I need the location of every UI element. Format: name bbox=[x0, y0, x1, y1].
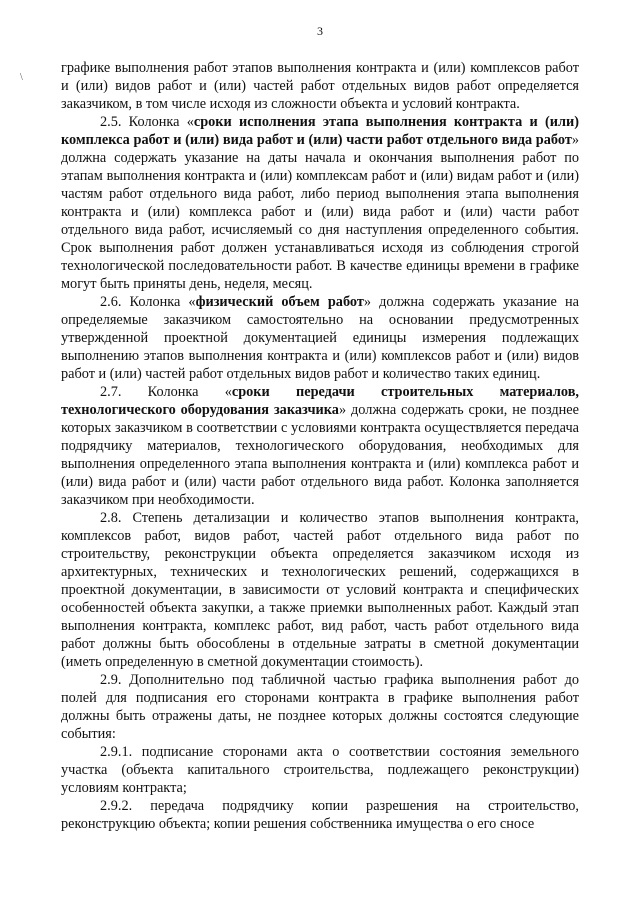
paragraph-p-2-9 bbox=[61, 671, 579, 743]
text-segment: 2.9.1. подписание сторонами акта о соответствии состояния земельного участка (объекта капитального строительства, подлежащего реконструкции) условиям контракта; bbox=[61, 744, 579, 796]
bold-text-segment: сроки передачи строительных материалов, технологического оборудования заказчика bbox=[61, 384, 579, 418]
text-segment: » должна содержать указание на даты начала и окончания выполнения работ по этапам выполнения контракта и (или) комплексам работ и (или) видам работ и (или) частям работ отдельного вида работ, либо период выполнения этапа выполнения контракта и (или) комплекса работ и (или) вида работ и (или) части работ отдельного вида работ, исчисляемый со дня наступления определенного события. Срок выполнения работ должен устанавливаться исходя из соблюдения строгой технологической последовательности работ. В качестве единицы времени в графике могут быть приняты день, неделя, месяц. bbox=[61, 132, 579, 292]
bold-text-segment: сроки исполнения этапа выполнения контракта и (или) комплекса работ и (или) вида работ и (или) части работ отдельного вида работ bbox=[61, 114, 579, 148]
text-segment: 2.9.2. передача подрядчику копии разрешения на строительство, реконструкцию объекта; копии решения собственника имущества о его сносе bbox=[61, 798, 579, 832]
text-segment: » должна содержать сроки, не позднее которых заказчиком в соответствии с условиями контракта осуществляется передача подрядчику материалов, технологического оборудования, необходимых для выполнения определенного этапа выполнения контракта и (или) комплекса работ и (или) вида работ и (или) части работ отдельного вида работ. Колонка заполняется заказчиком при необходимости. bbox=[61, 402, 579, 508]
text-segment: графике выполнения работ этапов выполнения контракта и (или) комплексов работ и (или) видов работ и (или) частей работ отдельных видов работ определяется заказчиком, в том числе исходя из сложности объекта и условий контракта. bbox=[61, 60, 579, 112]
paragraph-p-2-9-2 bbox=[61, 797, 579, 833]
text-segment: » должна содержать указание на определяемые заказчиком самостоятельно на основании предусмотренных утвержденной проектной документацией единицы измерения подлежащих выполнению этапов выполнения контракта и (или) комплексов работ и (или) видов работ и (или) частей работ отдельных видов работ и количество таких единиц. bbox=[61, 294, 579, 382]
paragraph-p-2-7 bbox=[61, 383, 579, 509]
text-segment: 2.6. Колонка « bbox=[100, 294, 196, 310]
text-segment: 2.5. Колонка « bbox=[100, 114, 194, 130]
document-body bbox=[61, 59, 579, 833]
paragraph-p-2-9-1 bbox=[61, 743, 579, 797]
paragraph-p-2-6 bbox=[61, 293, 579, 383]
text-segment: 2.7. Колонка « bbox=[100, 384, 232, 400]
paragraph-p-2-5 bbox=[61, 113, 579, 293]
paragraph-p-2-8 bbox=[61, 509, 579, 671]
text-segment: 2.8. Степень детализации и количество этапов выполнения контракта, комплексов работ, видов работ, частей работ отдельного вида работ по строительству, реконструкции объекта определяется заказчиком исходя из архитектурных, технических и технологических решений, содержащихся в проектной документации, в зависимости от условий контракта и специфических особенностей объекта закупки, а также приемки выполненных работ. Каждый этап выполнения контракта, комплекс работ, вид работ, часть работ отдельного вида работ должны быть обособлены в отдельные затраты в сметной документации (иметь определенную в сметной документации стоимость). bbox=[61, 510, 579, 670]
text-segment: 2.9. Дополнительно под табличной частью графика выполнения работ до полей для подписания его сторонами контракта в графике выполнения работ должны быть отражены даты, не позднее которых должны состоятся следующие события: bbox=[61, 672, 579, 742]
page-number: 3 bbox=[317, 24, 323, 38]
paragraph-continuation bbox=[61, 59, 579, 113]
bold-text-segment: физический объем работ bbox=[195, 294, 364, 310]
margin-mark: \ bbox=[20, 72, 23, 83]
